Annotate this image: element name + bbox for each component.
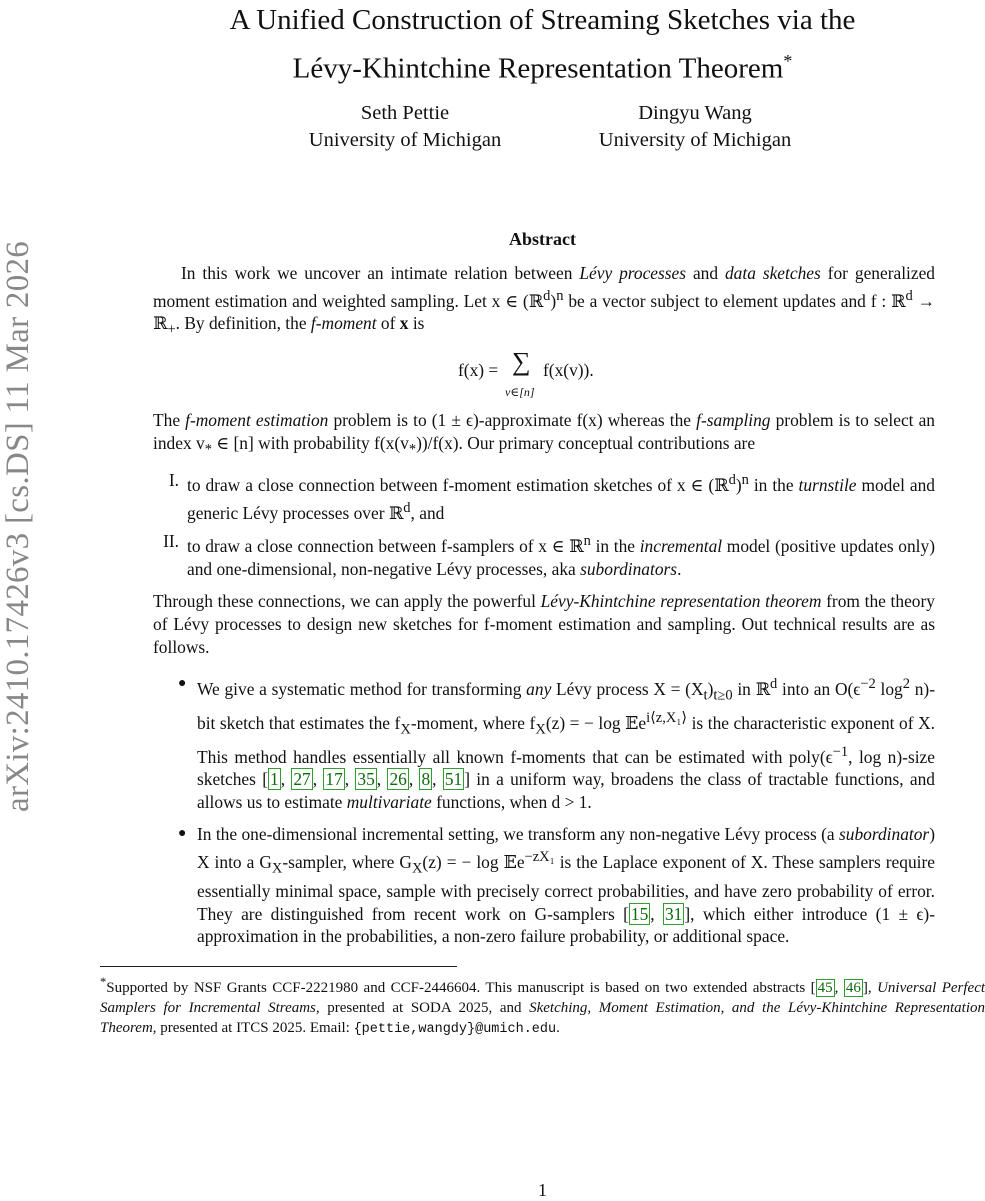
citation-link[interactable]: 8 [421, 769, 431, 789]
citation-link[interactable]: 46 [845, 980, 861, 996]
citation-link[interactable]: 26 [389, 769, 407, 789]
result-bullet: ● In the one-dimensional incremental setting, we transform any non-negative Lévy process (a subordinator) X into a $G_X$-sampler, where $G_X(z)$ = − log 𝔼e$^{-zX_1}$ is the Laplace exponent of X. These samplers require essentially minimal space, sample with precisely correct probabilities, and have zero probability of error. They are distinguished from recent work on G-samplers [ 15 , 31 ], which either introduce (1 ± ϵ)-approximation in the probabilities, a non-zero failure probability, or additional space. [178, 824, 935, 947]
title-line-1: A Unified Construction of Streaming Sketches via the [229, 4, 856, 36]
author-name: Dingyu Wang [638, 102, 752, 124]
citation-link[interactable]: 51 [444, 769, 463, 789]
citation-link[interactable]: 1 [270, 769, 279, 789]
author-block [100, 100, 985, 160]
abstract-intro-paragraph: In this work we uncover an intimate relation between Lévy processes and data sketches for generalized moment estimation and weighted sampling. Let x ∈ (ℝ$^d$)$^n$ be a vector subject to element updates and f : ℝ$^d$ → ℝ$_+$. By definition, the f-moment of x is [153, 263, 936, 338]
result-bullet: ● We give a systematic method for transforming any Lévy process $X = (X_t)_{t\ge 0}$ in ℝ$^d$ into an $O(\epsilon^{-2}$ $\log^2 n)-bit$ sketch that estimates the $f_X$-moment, where $f_X(z)$ = − log 𝔼e$^{i⟨z,X_1⟩}$ is the characteristic exponent of X. This method handles essentially all known f-moments that can be estimated with $poly(\epsilon^{-1}$, log n)-size sketches [ 1 , 27 , 17 , 35 , 26 , 8 , 51 ] in a uniform way, broadens the class of tractable functions, and allows us to estimate multivariate functions, when d > 1. [153, 673, 935, 814]
citation-link[interactable]: 45 [817, 980, 833, 996]
citation-link[interactable]: 35 [357, 769, 375, 789]
citation-link[interactable]: 17 [325, 769, 343, 789]
bullet-icon: ● [178, 826, 187, 842]
arxiv-identifier-stamp: arXiv:2410.17426v3 [cs.DS] 11 Mar 2026 [0, 240, 36, 812]
author-1 [285, 100, 525, 154]
contribution-item: I. to draw a close connection between f-moment estimation sketches of x ∈ (ℝ$^d$)$^n$ in the turnstile model and generic Lévy processes over ℝ$^d$, and [168, 470, 935, 523]
citation-link[interactable]: 31 [664, 903, 683, 924]
author-affiliation: University of Michigan [598, 129, 792, 151]
connections-paragraph: Through these connections, we can apply the powerful Lévy-Khintchine representation theorem from the theory of Lévy processes to design new sketches for f-moment estimation and sampling. Out technical results are as follows. [153, 591, 935, 657]
bullet-icon: ● [178, 675, 187, 691]
citation-link[interactable]: 15 [630, 903, 649, 924]
problem-definition-paragraph: The f-moment estimation problem is to (1 ± ϵ)-approximate f(x) whereas the f-sampling problem is to select an index $v_*$ ∈ [n] with probability $f(x(v_*))/f(x)$. Our primary conceptual contributions are [153, 410, 935, 458]
author-affiliation: University of Michigan [308, 129, 502, 151]
title-line-2: Lévy-Khintchine Representation Theorem* [292, 51, 793, 85]
author-name: Seth Pettie [360, 102, 450, 124]
paper-title [100, 0, 985, 90]
email-address[interactable]: {pettie,wangdy}@umich.edu [353, 1022, 557, 1037]
moment-equation: f(x) = ∑ v∈[n] f(x(v)). [458, 347, 594, 400]
abstract-body [153, 262, 935, 948]
author-2 [575, 100, 815, 154]
page-number: 1 [538, 1180, 547, 1200]
contribution-item: II. to draw a close connection between f-samplers of x ∈ ℝ$^n$ in the incremental model (positive updates only) and one-dimensional, non-negative Lévy processes, aka subordinators. [163, 531, 935, 579]
footnote-divider [100, 966, 457, 967]
citation-link[interactable]: 27 [293, 769, 311, 789]
footnote: *Supported by NSF Grants CCF-2221980 and CCF-2446604. This manuscript is based on two extended abstracts [ 45 , 46 ], Universal Perfect Samplers for Incremental Streams, presented at SODA 2025, and Sketching, Moment Estimation, and the Lévy-Khintchine Representation Theorem, presented at ITCS 2025. Email: {pettie,wangdy}@umich.edu. [100, 975, 985, 1037]
abstract-heading: Abstract [509, 229, 576, 249]
